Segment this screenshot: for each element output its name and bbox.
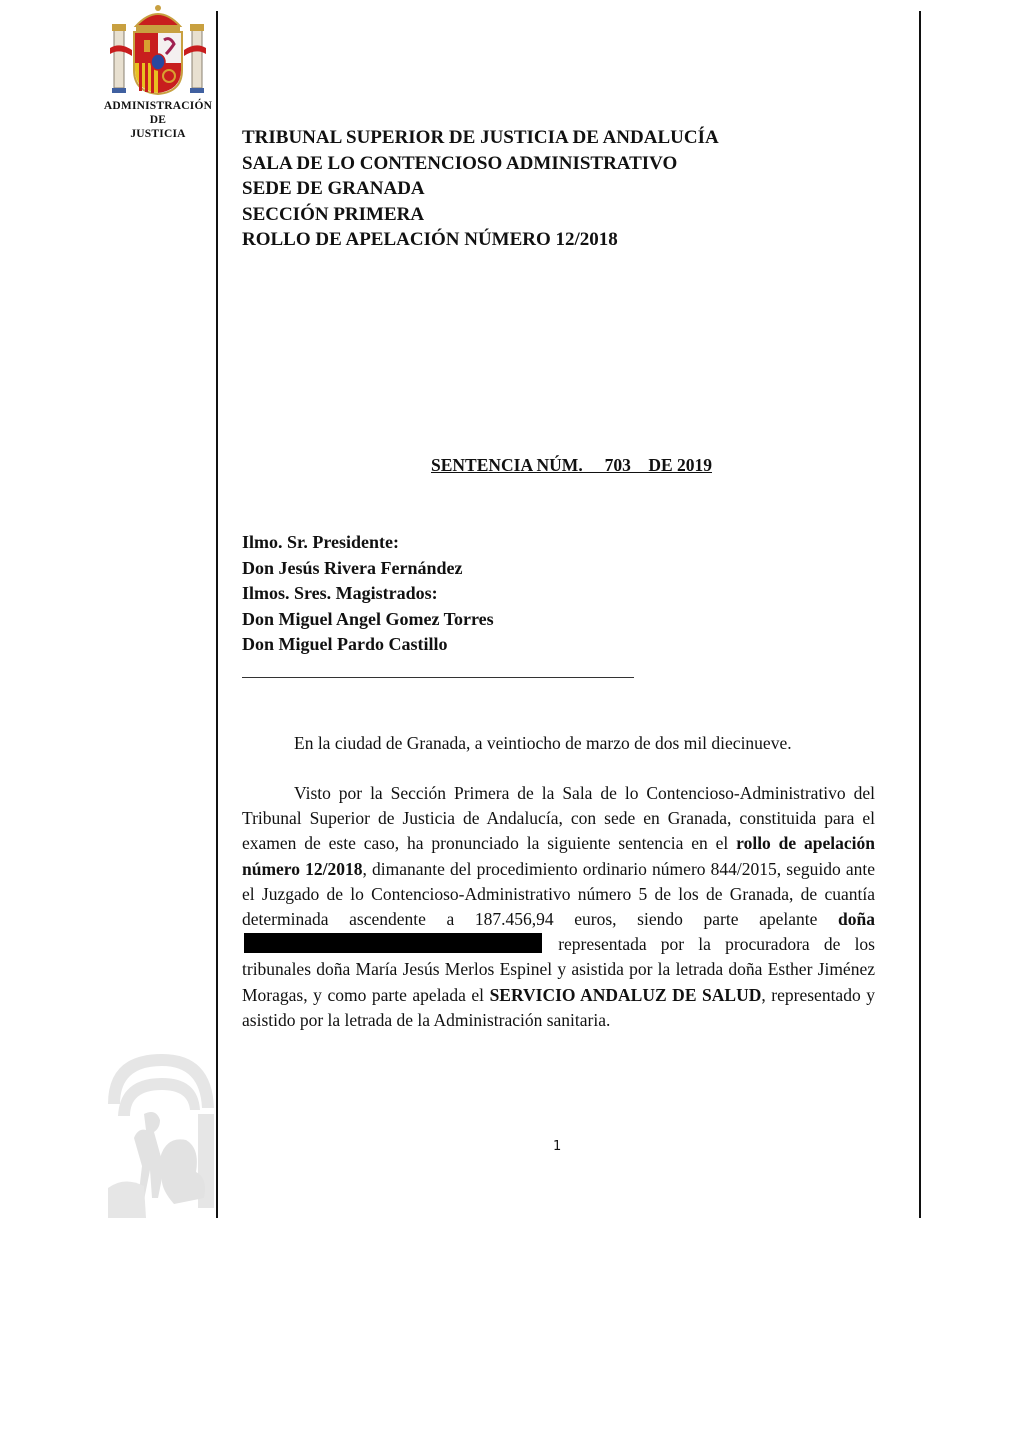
- president-heading: Ilmo. Sr. Presidente:: [242, 532, 399, 552]
- opening-paragraph: [242, 781, 875, 1033]
- sentence-title: SENTENCIA NÚM. 703 DE 2019: [431, 455, 712, 475]
- junta-de-andalucia-watermark-icon: [104, 1048, 216, 1220]
- magistrates-heading: Ilmos. Sres. Magistrados:: [242, 583, 438, 603]
- para-text: representada por la procuradora de los tribunales doña María Jesús Merlos Espinel y asistida por la letrada doña Esther Jiménez Moragas, y como parte apelada el: [242, 934, 875, 1005]
- court-header: [242, 125, 719, 253]
- section-name: SECCIÓN PRIMERA: [242, 203, 425, 225]
- president-name: Don Jesús Rivera Fernández: [242, 557, 463, 578]
- label-line: DE: [149, 114, 167, 126]
- para-text: Visto por la Sección Primera de la Sala de lo Contencioso-Administrativo del Tribunal Superior de Justicia de Andalucía, con sede en Granada, constituida para el examen de este caso, ha pronunciado la siguiente sentencia en el: [242, 783, 875, 854]
- right-margin-rule: [919, 11, 921, 1218]
- para-bold: rollo de apelación número 12/2018: [242, 833, 875, 879]
- separator-rule: [242, 677, 634, 678]
- date-line: En la ciudad de Granada, a veintiocho de marzo de dos mil diecinueve.: [294, 733, 792, 753]
- appeal-number: ROLLO DE APELACIÓN NÚMERO 12/2018: [242, 229, 618, 250]
- para-bold: SERVICIO ANDALUZ DE SALUD: [489, 984, 762, 1005]
- redacted-name: [244, 933, 542, 953]
- page-number: 1: [553, 1139, 562, 1154]
- magistrate-name: Don Miguel Angel Gomez Torres: [242, 608, 494, 629]
- seat-name: SEDE DE GRANADA: [242, 178, 425, 199]
- administracion-de-justicia-label: [96, 99, 220, 141]
- chamber-name: SALA DE LO CONTENCIOSO ADMINISTRATIVO: [242, 152, 678, 174]
- para-bold: doña: [838, 909, 875, 930]
- label-line: JUSTICIA: [130, 128, 186, 140]
- magistrate-name: Don Miguel Pardo Castillo: [242, 634, 448, 654]
- para-text: , dimanante del procedimiento ordinario número 844/2015, seguido ante el Juzgado de lo Contencioso-Administrativo número 5 de los de Granada, de cuantía determinada ascendente a 187.456,94 euros, siendo parte apelante: [242, 858, 875, 930]
- court-name: TRIBUNAL SUPERIOR DE JUSTICIA DE ANDALUCÍA: [242, 127, 719, 148]
- label-line: ADMINISTRACIÓN: [103, 100, 213, 112]
- judges-list: [242, 530, 494, 658]
- left-margin-rule: [216, 11, 218, 1218]
- spanish-coat-of-arms-icon: [110, 4, 206, 100]
- para-text: , representado y asistido por la letrada de la Administración sanitaria.: [242, 984, 875, 1030]
